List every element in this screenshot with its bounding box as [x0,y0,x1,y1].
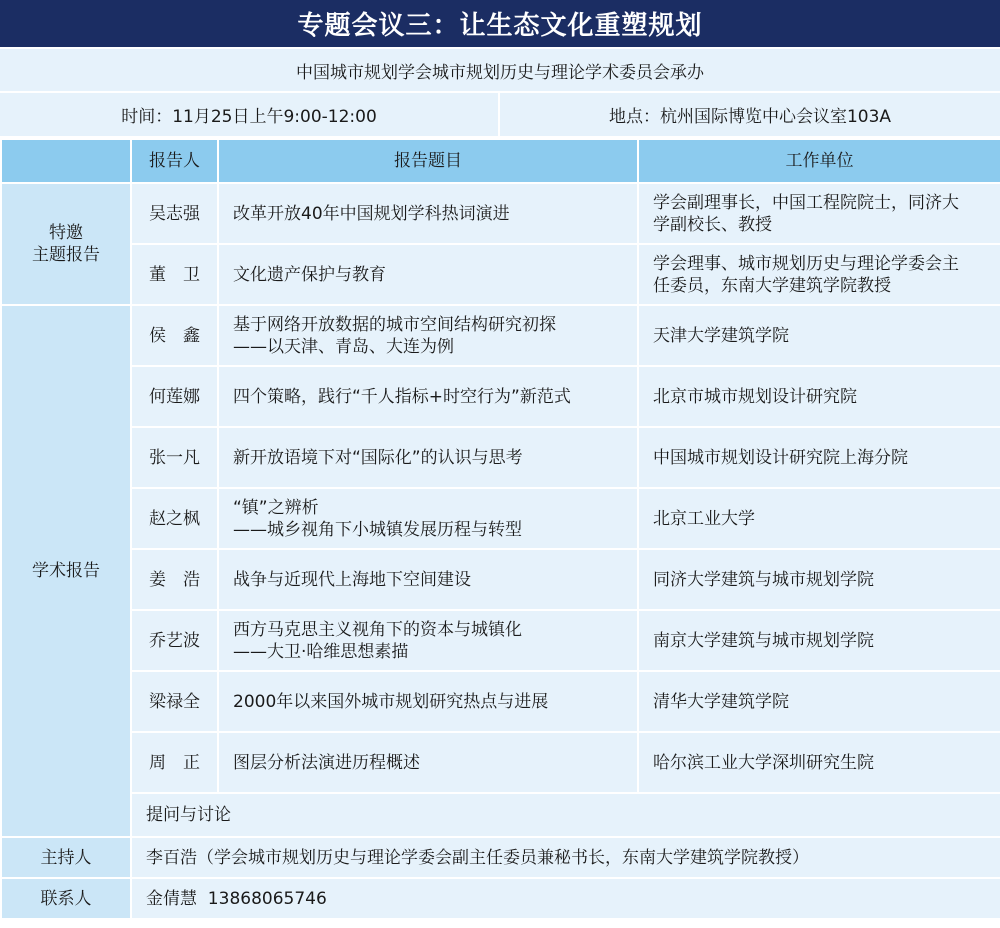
speaker-name: 乔艺波 [131,610,218,671]
host-label: 主持人 [1,837,131,878]
topic-line: ——大卫·哈维思想素描 [233,641,409,662]
affiliation-cell [638,488,1000,549]
topic-cell [218,732,638,793]
affiliation-line: 天津大学建筑学院 [653,325,789,346]
affiliation-line: 清华大学建筑学院 [653,691,789,712]
time-text: 时间：11月25日上午9:00-12:00 [0,93,498,136]
speaker-name: 吴志强 [131,183,218,244]
page-title: 专题会议三：让生态文化重塑规划 [0,0,1000,47]
affiliation-cell [638,366,1000,427]
affiliation-cell [638,305,1000,366]
speaker-name: 姜 浩 [131,549,218,610]
topic-cell [218,549,638,610]
affiliation-cell [638,732,1000,793]
topic-cell [218,427,638,488]
affiliation-line: 中国城市规划设计研究院上海分院 [653,447,908,468]
topic-line: 新开放语境下对“国际化”的认识与思考 [233,447,523,468]
affiliation-line: 哈尔滨工业大学深圳研究生院 [653,752,874,773]
topic-line: ——以天津、青岛、大连为例 [233,336,454,357]
affiliation-cell [638,183,1000,244]
table-row [1,671,1000,732]
table-row [1,732,1000,793]
topic-cell [218,305,638,366]
topic-cell [218,671,638,732]
table-header-row [1,139,1000,183]
table-row [1,427,1000,488]
category-label: 学术报告 [32,561,100,581]
topic-line: 2000年以来国外城市规划研究热点与进展 [233,691,549,712]
affiliation-line: 南京大学建筑与城市规划学院 [653,630,874,651]
speaker-name: 董 卫 [131,244,218,305]
affiliation-cell [638,244,1000,305]
header-blank-cell [1,139,131,183]
affiliation-cell [638,671,1000,732]
topic-line: 四个策略，践行“千人指标+时空行为”新范式 [233,386,571,407]
topic-line: 图层分析法演进历程概述 [233,752,420,773]
category-academic [1,305,131,837]
speaker-name: 周 正 [131,732,218,793]
speaker-name: 何莲娜 [131,366,218,427]
table-row [1,488,1000,549]
host-value: 李百浩（学会城市规划历史与理论学委会副主任委员兼秘书长，东南大学建筑学院教授） [131,837,1000,878]
speaker-name: 张一凡 [131,427,218,488]
contact-row [1,878,1000,919]
header-speaker: 报告人 [131,139,218,183]
topic-line: ——城乡视角下小城镇发展历程与转型 [233,519,522,540]
table-row [1,183,1000,244]
table-row [1,305,1000,366]
speaker-name: 梁禄全 [131,671,218,732]
speaker-name: 侯 鑫 [131,305,218,366]
time-location-row [0,93,1000,138]
topic-cell [218,183,638,244]
affiliation-line: 学会副理事长，中国工程院院士，同济大 [653,192,959,213]
table-row [1,610,1000,671]
table-row [1,793,1000,837]
table-row [1,549,1000,610]
topic-cell [218,610,638,671]
topic-line: 战争与近现代上海地下空间建设 [233,569,471,590]
affiliation-cell [638,427,1000,488]
topic-cell [218,366,638,427]
affiliation-line: 任委员，东南大学建筑学院教授 [653,275,891,296]
topic-line: 文化遗产保护与教育 [233,264,386,285]
topic-line: 基于网络开放数据的城市空间结构研究初探 [233,314,556,335]
affiliation-cell [638,549,1000,610]
affiliation-line: 学副校长、教授 [653,214,772,235]
topic-line: 西方马克思主义视角下的资本与城镇化 [233,619,522,640]
affiliation-cell [638,610,1000,671]
header-affiliation: 工作单位 [638,139,1000,183]
category-label: 主题报告 [32,245,100,265]
table-row [1,366,1000,427]
topic-line: “镇”之辨析 [233,497,319,518]
topic-cell [218,244,638,305]
header-topic: 报告题目 [218,139,638,183]
category-label: 特邀 [49,223,83,243]
affiliation-line: 北京工业大学 [653,508,755,529]
schedule-table [0,138,1000,920]
topic-cell [218,488,638,549]
discussion-cell: 提问与讨论 [131,793,1000,837]
contact-label: 联系人 [1,878,131,919]
affiliation-line: 同济大学建筑与城市规划学院 [653,569,874,590]
affiliation-line: 北京市城市规划设计研究院 [653,386,857,407]
speaker-name: 赵之枫 [131,488,218,549]
category-invited [1,183,131,305]
affiliation-line: 学会理事、城市规划历史与理论学委会主 [653,253,959,274]
contact-value: 金倩慧 13868065746 [131,878,1000,919]
table-row [1,244,1000,305]
host-row [1,837,1000,878]
topic-line: 改革开放40年中国规划学科热词演进 [233,203,510,224]
organizer-line: 中国城市规划学会城市规划历史与理论学术委员会承办 [0,49,1000,93]
location-text: 地点：杭州国际博览中心会议室103A [500,93,1000,136]
